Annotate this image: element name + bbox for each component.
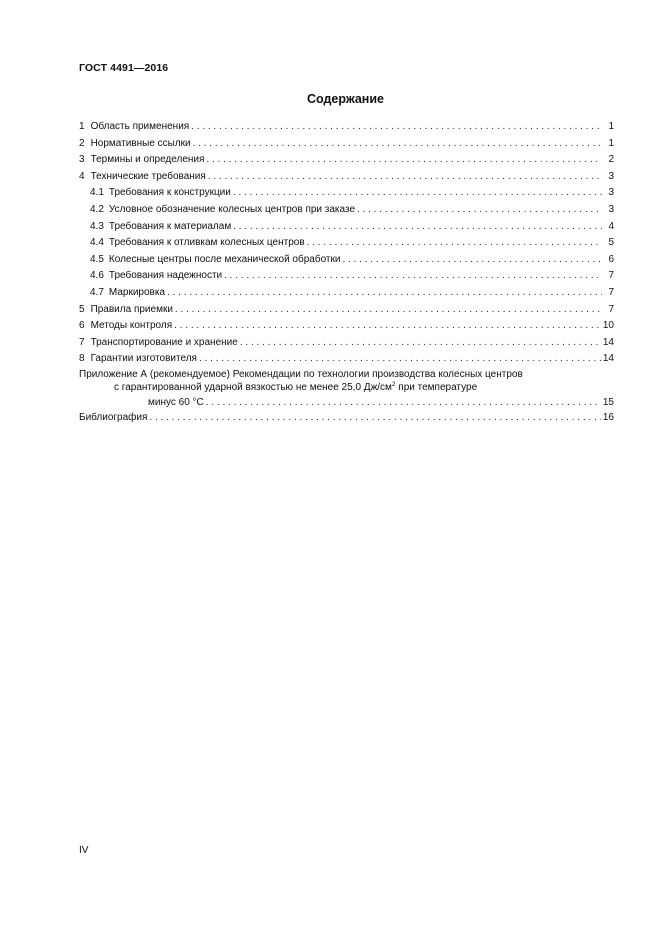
toc-entry-title: Транспортирование и хранение: [90, 336, 238, 348]
toc-entry-page: 2: [608, 154, 614, 166]
toc-entry-number: 4.2: [90, 203, 104, 215]
toc-entry-4-6[interactable]: [79, 268, 614, 285]
toc-entry-number: 3: [79, 154, 85, 166]
toc-entry-page: 6: [608, 253, 614, 265]
toc-entry-4-4[interactable]: [79, 235, 614, 252]
toc-entry-number: 4.1: [90, 187, 104, 199]
table-of-contents: [79, 119, 614, 427]
toc-entry-page: 3: [608, 203, 614, 215]
toc-entry-title: Технические требования: [90, 170, 206, 182]
toc-entry-number: 5: [79, 303, 85, 315]
toc-entry-7[interactable]: [79, 335, 614, 352]
document-code: ГОСТ 4491—2016: [79, 62, 169, 74]
dot-leader: [224, 268, 602, 285]
dot-leader: [233, 185, 602, 202]
toc-entry-2[interactable]: [79, 136, 614, 153]
toc-entry-number: 4.3: [90, 220, 104, 232]
toc-entry-title: Требования к материалам: [108, 220, 232, 232]
toc-entry-page: 14: [602, 353, 614, 365]
toc-entry-title: Правила приемки: [90, 303, 173, 315]
toc-entry-page: 3: [608, 170, 614, 182]
dot-leader: [193, 136, 602, 153]
appendix-line-3-text: минус 60 °С: [148, 396, 204, 408]
toc-entry-page: 7: [608, 303, 614, 315]
toc-entry-title: Термины и определения: [90, 154, 205, 166]
toc-entry-title: Методы контроля: [90, 320, 173, 332]
toc-entry-page: 16: [602, 411, 614, 423]
appendix-title-line-2: [79, 381, 614, 395]
superscript: 2: [391, 381, 396, 389]
toc-entry-3[interactable]: [79, 152, 614, 169]
page-title: Содержание: [306, 92, 384, 106]
toc-entry-appendix-a[interactable]: [79, 368, 614, 410]
appendix-title-line-1: Приложение А (рекомендуемое) Рекомендации по технологии производства колесных центров: [79, 368, 523, 380]
toc-entry-number: 7: [79, 336, 85, 348]
toc-entry-8[interactable]: [79, 351, 614, 368]
toc-entry-number: 4: [79, 170, 85, 182]
page-number: IV: [79, 845, 89, 856]
toc-entry-number: 2: [79, 137, 85, 149]
toc-entry-1[interactable]: [79, 119, 614, 136]
toc-entry-title: Условное обозначение колесных центров при заказе: [108, 203, 356, 215]
dot-leader: [208, 169, 602, 186]
toc-entry-title: Колесные центры после механической обработки: [108, 253, 341, 265]
appendix-title-line-3: [79, 395, 614, 410]
dot-leader: [175, 302, 602, 319]
toc-entry-title: Нормативные ссылки: [90, 137, 191, 149]
dot-leader: [199, 351, 601, 368]
toc-entry-title: Маркировка: [108, 286, 166, 298]
toc-entry-page: 15: [602, 396, 614, 408]
appendix-line-2-tail: при температуре: [395, 382, 478, 394]
toc-entry-4[interactable]: [79, 169, 614, 186]
toc-entry-5[interactable]: [79, 302, 614, 319]
toc-entry-number: 6: [79, 320, 85, 332]
dot-leader: [206, 152, 602, 169]
dot-leader: [191, 119, 602, 136]
toc-entry-page: 1: [608, 121, 614, 132]
dot-leader: [307, 235, 602, 252]
toc-entry-page: 14: [602, 336, 614, 348]
toc-entry-page: 1: [608, 137, 614, 149]
toc-entry-4-3[interactable]: [79, 219, 614, 236]
toc-entry-6[interactable]: [79, 318, 614, 335]
toc-entry-number: 4.6: [90, 270, 104, 282]
toc-entry-4-2[interactable]: [79, 202, 614, 219]
toc-entry-number: 4.5: [90, 253, 104, 265]
toc-entry-page: 3: [608, 187, 614, 199]
toc-entry-bibliography[interactable]: [79, 410, 614, 427]
dot-leader: [174, 318, 601, 335]
toc-entry-title: Требования надежности: [108, 270, 223, 282]
toc-entry-page: 10: [602, 320, 614, 332]
toc-entry-number: 1: [79, 121, 85, 132]
toc-entry-page: 7: [608, 286, 614, 298]
toc-entry-title: Требования к отливкам колесных центров: [108, 237, 305, 249]
toc-entry-page: 5: [608, 237, 614, 249]
dot-leader: [240, 335, 601, 352]
dot-leader: [342, 252, 602, 269]
toc-entry-page: 7: [608, 270, 614, 282]
toc-entry-number: 8: [79, 353, 85, 365]
dot-leader: [149, 410, 600, 427]
toc-entry-page: 4: [608, 220, 614, 232]
toc-entry-title: Библиография: [79, 411, 148, 423]
toc-entry-title: Требования к конструкции: [108, 187, 231, 199]
toc-entry-number: 4.4: [90, 237, 104, 249]
appendix-line-2-text: с гарантированной ударной вязкостью не менее 25,0 Дж/см: [114, 382, 392, 394]
toc-entry-4-7[interactable]: [79, 285, 614, 302]
dot-leader: [206, 395, 601, 410]
dot-leader: [167, 285, 602, 302]
dot-leader: [233, 219, 602, 236]
toc-entry-4-5[interactable]: [79, 252, 614, 269]
toc-entry-title: Гарантии изготовителя: [90, 353, 197, 365]
toc-entry-number: 4.7: [90, 286, 104, 298]
toc-entry-title: Область применения: [90, 121, 190, 132]
dot-leader: [357, 202, 602, 219]
toc-entry-4-1[interactable]: [79, 185, 614, 202]
